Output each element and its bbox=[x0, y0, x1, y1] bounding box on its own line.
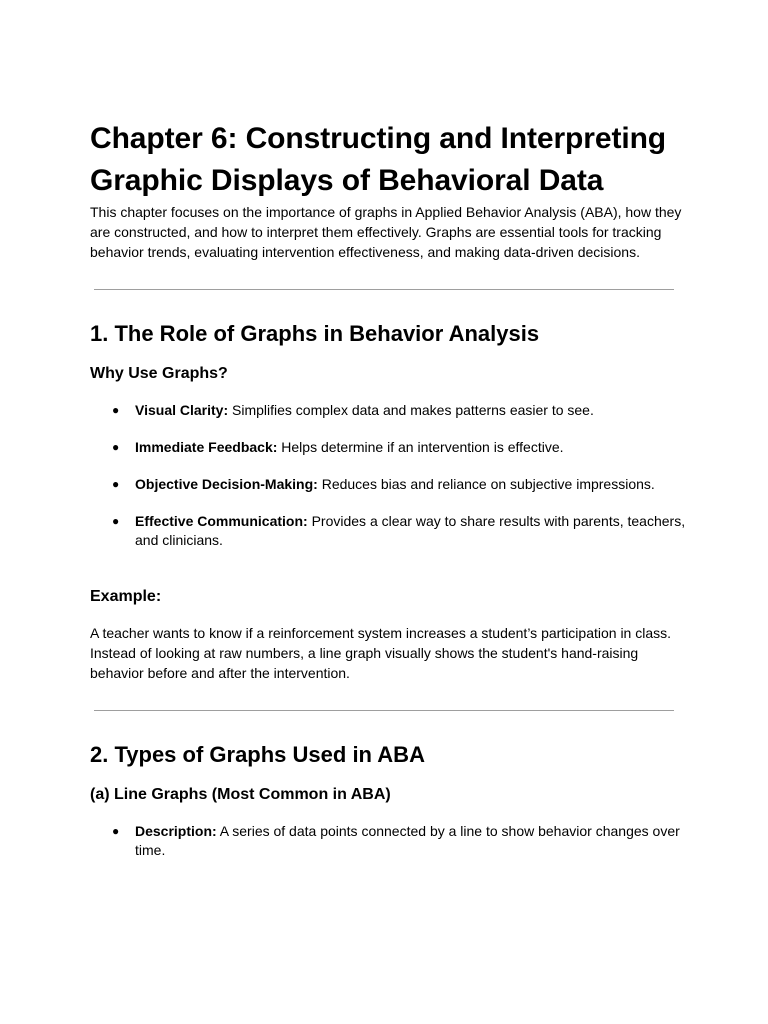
bullet-label: Visual Clarity: bbox=[135, 402, 229, 418]
section-1-subheading: Why Use Graphs? bbox=[90, 365, 228, 382]
example-paragraph: A teacher wants to know if a reinforcement system increases a student’s participation in class. Instead of looking at raw numbers, a line graph visually shows the student's hand-raising behavior before and after the intervention. bbox=[90, 625, 672, 681]
bullet-icon: ● bbox=[112, 440, 120, 454]
intro-paragraph: This chapter focuses on the importance of graphs in Applied Behavior Analysis (ABA), how they are constructed, and how to interpret them effectively. Graphs are essential tools for tracking behavior trends, evaluating intervention effectiveness, and making data-driven decisions. bbox=[90, 204, 682, 260]
section-2-subheading: (a) Line Graphs (Most Common in ABA) bbox=[90, 786, 391, 803]
bullet-icon: ● bbox=[112, 477, 120, 491]
bullet-text: Simplifies complex data and makes patterns easier to see. bbox=[228, 402, 594, 418]
bullet-text: Helps determine if an intervention is effective. bbox=[277, 439, 564, 455]
chapter-title: Chapter 6: Constructing and Interpreting Graphic Displays of Behavioral Data bbox=[90, 122, 667, 197]
bullet-text: Reduces bias and reliance on subjective impressions. bbox=[317, 476, 655, 492]
section-1-heading: 1. The Role of Graphs in Behavior Analysis bbox=[90, 321, 540, 346]
bullet-icon: ● bbox=[112, 824, 120, 838]
bullet-text: Provides a clear way to share results with parents, teachers, and clinicians. bbox=[135, 513, 686, 548]
example-heading: Example: bbox=[90, 588, 162, 605]
list-item bbox=[90, 822, 690, 860]
bullet-icon: ● bbox=[112, 514, 120, 528]
list-item bbox=[90, 401, 690, 420]
list-item bbox=[90, 512, 690, 550]
bullet-label: Immediate Feedback: bbox=[135, 439, 278, 455]
list-item bbox=[90, 475, 690, 494]
section-2-heading: 2. Types of Graphs Used in ABA bbox=[90, 742, 425, 767]
section-1-bullet-list bbox=[90, 401, 690, 550]
bullet-label: Effective Communication: bbox=[135, 513, 308, 529]
section-2-bullet-list bbox=[90, 822, 690, 860]
document-page bbox=[90, 118, 690, 860]
list-item bbox=[90, 438, 690, 457]
bullet-label: Description: bbox=[135, 823, 217, 839]
bullet-icon: ● bbox=[112, 403, 120, 417]
bullet-label: Objective Decision-Making: bbox=[135, 476, 318, 492]
bullet-text: A series of data points connected by a line to show behavior changes over time. bbox=[135, 823, 680, 858]
